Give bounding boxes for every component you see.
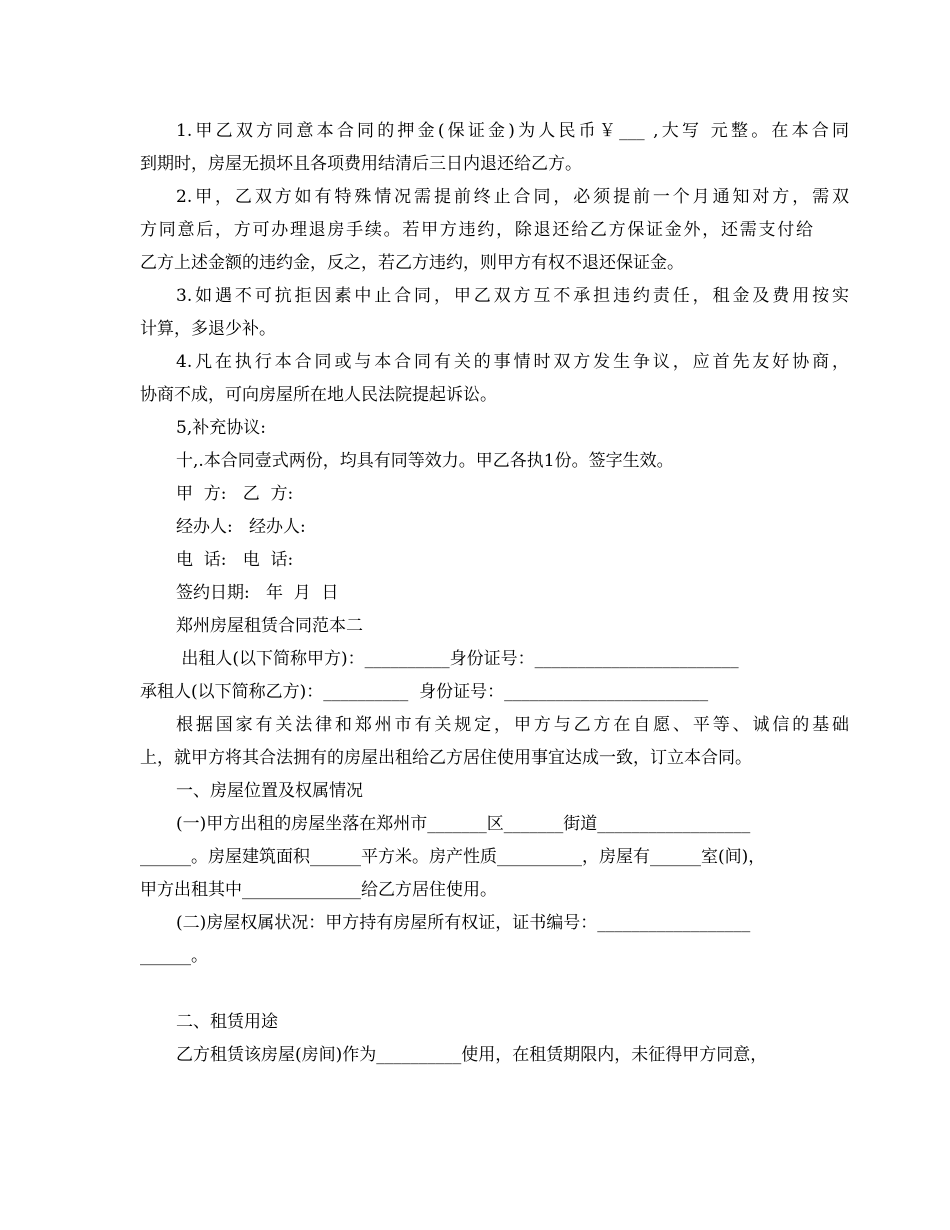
preamble-line-1: 根据国家有关法律和郑州市有关规定，甲方与乙方在自愿、平等、诚信的基础 <box>176 715 849 735</box>
purpose-line-1: 乙方租赁该房屋(房间)作为__________使用，在租赁期限内，未征得甲方同意， <box>176 1045 768 1065</box>
heading-purpose: 二、租赁用途 <box>176 1012 278 1032</box>
para-3-line-2: 计算，多退少补。 <box>140 319 276 339</box>
para-3-line-1: 3.如遇不可抗拒因素中止合同，甲乙双方互不承担违约责任，租金及费用按实 <box>176 286 849 306</box>
copies-clause: 十,.本合同壹式两份，均具有同等效力。甲乙各执1份。签字生效。 <box>176 451 674 471</box>
para-2-line-1: 2.甲，乙双方如有特殊情况需提前终止合同，必须提前一个月通知对方，需双 <box>176 187 849 207</box>
section-title: 郑州房屋租赁合同范本二 <box>176 616 363 636</box>
para-2-line-3: 乙方上述金额的违约金，反之，若乙方违约，则甲方有权不退还保证金。 <box>140 253 684 273</box>
sign-date-row: 签约日期: 年 月 日 <box>176 583 339 603</box>
supplement-heading: 5,补充协议: <box>176 418 266 438</box>
para-1-line-2: 到期时，房屋无损坏且各项费用结清后三日内退还给乙方。 <box>140 154 582 174</box>
para-4-line-2: 协商不成，可向房屋所在地人民法院提起诉讼。 <box>140 385 497 405</box>
lessor-row: 出租人(以下简称甲方)：__________身份证号：________________________ <box>176 649 739 669</box>
agent-label-row: 经办人: 经办人: <box>176 517 306 537</box>
lessee-row: 承租人(以下简称乙方)：__________ 身份证号：________________________ <box>140 682 709 702</box>
para-1-line-1: 1.甲乙双方同意本合同的押金(保证金)为人民币￥___ ,大写 元整。在本合同 <box>176 121 849 141</box>
para-2-line-2: 方同意后，方可办理退房手续。若甲方违约，除退还给乙方保证金外，还需支付给 <box>140 220 813 240</box>
heading-location: 一、房屋位置及权属情况 <box>176 781 363 801</box>
preamble-line-2: 上，就甲方将其合法拥有的房屋出租给乙方居住使用事宜达成一致，订立本合同。 <box>140 748 752 768</box>
party-label-row: 甲 方: 乙 方: <box>176 484 294 504</box>
location-line-3: 甲方出租其中______________给乙方居住使用。 <box>140 880 497 900</box>
location-line-1: (一)甲方出租的房屋坐落在郑州市_______区_______街道__________________ <box>176 814 751 834</box>
ownership-line-1: (二)房屋权属状况：甲方持有房屋所有权证，证书编号：__________________ <box>176 913 751 933</box>
para-4-line-1: 4.凡在执行本合同或与本合同有关的事情时双方发生争议，应首先友好协商， <box>176 352 849 372</box>
location-line-2: ______。房屋建筑面积______平方米。房产性质__________，房屋有______室(间)， <box>140 847 766 867</box>
phone-label-row: 电 话: 电 话: <box>176 550 294 570</box>
ownership-line-2: ______。 <box>140 946 208 966</box>
